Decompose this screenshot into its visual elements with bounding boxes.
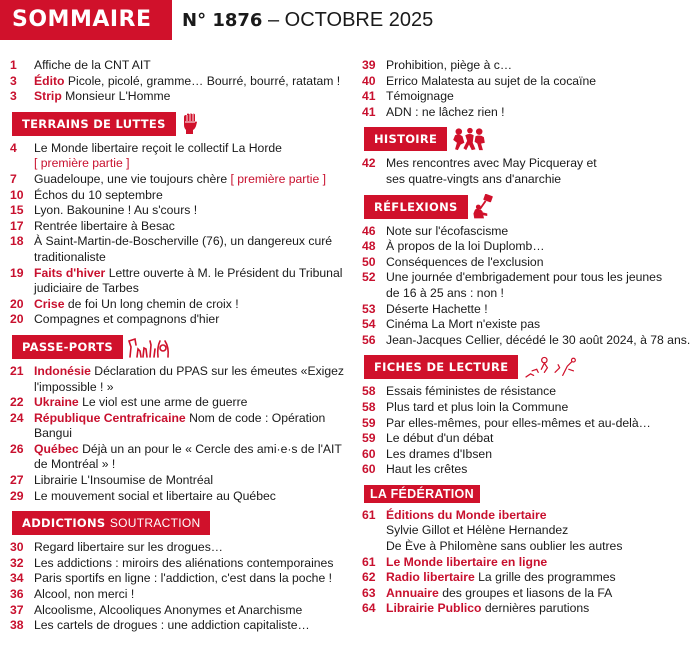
entry-kicker: République Centrafricaine: [34, 410, 186, 425]
toc-entry[interactable]: [10, 188, 355, 204]
toc-entry[interactable]: [10, 395, 355, 411]
toc-entry[interactable]: [362, 400, 696, 416]
page-number: 26: [10, 441, 24, 456]
section-title: ADDICTIONS: [22, 516, 106, 531]
entry-kicker: Annuaire: [386, 585, 439, 600]
toc-entry[interactable]: [10, 489, 355, 505]
page-number: 19: [10, 265, 24, 280]
entry-title: Par elles-mêmes, pour elles-mêmes et au-delà…: [386, 415, 651, 430]
issue-number: N° 1876: [182, 10, 263, 31]
page-number: 7: [10, 171, 17, 186]
entry-kicker: Éditions du Monde ibertaire: [386, 507, 547, 522]
entry-title: des groupes et liasons de la FA: [442, 585, 613, 600]
page-number: 40: [362, 73, 376, 88]
toc-entry[interactable]: [362, 447, 696, 463]
section-title: LA FÉDÉRATION: [370, 486, 474, 501]
entry-title: Note sur l'écofascisme: [386, 223, 509, 238]
page-title: SOMMAIRE: [0, 0, 172, 40]
entry-title: Plus tard et plus loin la Commune: [386, 399, 569, 414]
left-column: [10, 58, 355, 634]
entry-title: Les cartels de drogues : une addiction capitaliste…: [34, 618, 310, 633]
entry-title: Monsieur L'Homme: [65, 89, 171, 104]
toc-entry[interactable]: [362, 58, 696, 74]
page-number: 63: [362, 585, 376, 600]
page-number: 58: [362, 399, 376, 414]
entry-title: Cinéma La Mort n'existe pas: [386, 317, 541, 332]
toc-entry[interactable]: [362, 224, 696, 240]
entry-kicker: Québec: [34, 441, 79, 456]
page-number: 59: [362, 415, 376, 430]
toc-entry[interactable]: [10, 540, 355, 556]
page-number: 27: [10, 473, 24, 488]
toc-entry[interactable]: [362, 570, 696, 586]
entry-title: Alcoolisme, Alcooliques Anonymes et Anarchisme: [34, 602, 303, 617]
toc-entry[interactable]: [362, 431, 696, 447]
toc-entry[interactable]: [10, 74, 355, 90]
section-title: RÉFLEXIONS: [374, 199, 458, 214]
toc-entry[interactable]: [10, 219, 355, 235]
section-header-fiches: [364, 355, 518, 379]
issue-date: – OCTOBRE 2025: [268, 9, 434, 31]
section-header-addictions: [12, 511, 210, 535]
entry-title: Déserte Hachette !: [386, 301, 488, 316]
page-number: 56: [362, 332, 376, 347]
section-subtitle: SOUTRACTION: [109, 516, 201, 531]
page-number: 4: [10, 140, 17, 155]
entry-author: Sylvie Gillot et Hélène Hernandez: [386, 523, 569, 538]
entry-title: Les addictions : miroirs des aliénations contemporaines: [34, 555, 334, 570]
entry-kicker: Librairie Publico: [386, 601, 482, 616]
page-number: 46: [362, 223, 376, 238]
section-header-terrains: [12, 112, 176, 136]
page-number: 10: [10, 187, 24, 202]
page-number: 59: [362, 431, 376, 446]
entry-kicker: Strip: [34, 89, 62, 104]
page-number: 38: [10, 618, 24, 633]
toc-entry[interactable]: [10, 587, 355, 603]
entry-kicker: Faits d'hiver: [34, 265, 106, 280]
toc-entry[interactable]: [362, 105, 696, 121]
toc-entry[interactable]: [362, 333, 696, 349]
entry-title: La grille des programmes: [478, 570, 616, 585]
entry-title: Le Monde libertaire reçoit le collectif La Horde: [34, 140, 282, 155]
toc-entry[interactable]: [362, 586, 696, 602]
page-number: 53: [362, 301, 376, 316]
page-number: 61: [362, 507, 376, 522]
entry-title: Picole, picolé, gramme… Bourré, bourré, ratatam !: [67, 73, 341, 88]
page-number: 58: [362, 384, 376, 399]
toc-entry[interactable]: [362, 384, 696, 400]
entry-title: Le début d'un débat: [386, 431, 494, 446]
entry-title: Les drames d'Ibsen: [386, 446, 492, 461]
toc-entry[interactable]: [10, 618, 355, 634]
toc-entry[interactable]: [10, 312, 355, 328]
toc-entry[interactable]: [362, 601, 696, 617]
revolutionaries-icon: [451, 126, 487, 152]
section-title: PASSE-PORTS: [22, 339, 113, 354]
entry-title: Alcool, non merci !: [34, 587, 135, 602]
section-header-reflexions: [364, 195, 468, 219]
toc-entry[interactable]: [10, 141, 355, 172]
entry-title: Une journée d'embrigadement pour tous les jeunes de 16 à 25 ans : non !: [386, 270, 663, 300]
section-row-passeports: [12, 334, 355, 360]
entry-title: de foi Un long chemin de croix !: [67, 296, 239, 311]
toc-entry[interactable]: [10, 58, 355, 74]
entry-title: Conséquences de l'exclusion: [386, 254, 544, 269]
entry-kicker: Ukraine: [34, 395, 79, 410]
section-row-fiches: [364, 354, 696, 380]
page-number: 50: [362, 254, 376, 269]
page-number: 60: [362, 446, 376, 461]
page-number: 20: [10, 312, 24, 327]
toc-entry[interactable]: [362, 302, 696, 318]
header: [0, 0, 700, 40]
entry-tag: [ première partie ]: [230, 171, 327, 186]
toc-entry[interactable]: [362, 270, 696, 301]
page-number: 18: [10, 234, 24, 249]
dancing-figures-icon: [522, 354, 582, 380]
page-number: 17: [10, 218, 24, 233]
page-number: 20: [10, 296, 24, 311]
raised-fist-icon: [180, 113, 200, 135]
issue-line: [182, 8, 433, 33]
toc-entry[interactable]: [362, 89, 696, 105]
section-title: FICHES DE LECTURE: [374, 360, 509, 375]
page-number: 36: [10, 587, 24, 602]
toc-entry[interactable]: [10, 473, 355, 489]
section-title: TERRAINS DE LUTTES: [22, 116, 166, 131]
entry-title: Lyon. Bakounine ! Au s'cours !: [34, 203, 198, 218]
toc-entry[interactable]: [362, 555, 696, 571]
page-number: 39: [362, 58, 376, 72]
entry-title: Jean-Jacques Cellier, décédé le 30 août 2024, à 78 ans.: [386, 332, 691, 347]
toc-entry[interactable]: [362, 462, 696, 478]
page-number: 54: [362, 317, 376, 332]
entry-title: Guadeloupe, une vie toujours chère: [34, 171, 228, 186]
toc-entry[interactable]: [362, 416, 696, 432]
entry-title: Compagnes et compagnons d'hier: [34, 312, 220, 327]
section-row-terrains: [12, 111, 355, 137]
page-number: 60: [362, 462, 376, 477]
page-number: 24: [10, 410, 24, 425]
page-number: 21: [10, 363, 24, 378]
entry-kicker: Radio libertaire: [386, 570, 475, 585]
toc-entry[interactable]: [10, 203, 355, 219]
toc-entry[interactable]: [10, 442, 355, 473]
entry-title: Déjà un an pour le « Cercle des ami·e·s de l'AIT de Montréal » !: [34, 441, 342, 472]
section-title: HISTOIRE: [374, 132, 438, 147]
entry-title: Regard libertaire sur les drogues…: [34, 540, 223, 555]
toc-entry[interactable]: [362, 74, 696, 90]
entry-title: Nom de code : Opération Bangui: [34, 410, 326, 441]
entry-title: Mes rencontres avec May Picqueray et ses quatre-vingts ans d'anarchie: [386, 156, 597, 186]
entry-kicker: Édito: [34, 73, 65, 88]
entry-title: Le viol est une arme de guerre: [82, 395, 248, 410]
entry-title: Échos du 10 septembre: [34, 187, 163, 202]
toc-entry[interactable]: [362, 508, 696, 555]
toc-entry[interactable]: [10, 89, 355, 105]
entry-title: Déclaration du PPAS sur les émeutes «Exigez l'impossible ! »: [34, 363, 345, 394]
toc-entry[interactable]: [362, 156, 696, 187]
page-number: 62: [362, 570, 376, 585]
entry-title: Rentrée libertaire à Besac: [34, 218, 175, 233]
page-number: 42: [362, 156, 376, 171]
entry-title: À propos de la loi Duplomb…: [386, 239, 545, 254]
page-number: 37: [10, 602, 24, 617]
entry-title: À Saint-Martin-de-Boscherville (76), un dangereux curé traditionaliste: [34, 234, 333, 264]
section-row-histoire: [364, 126, 696, 152]
entry-title: Affiche de la CNT AIT: [34, 58, 151, 72]
page-number: 3: [10, 89, 17, 104]
page-number: 41: [362, 89, 376, 104]
section-row-reflexions: [364, 194, 696, 220]
page-number: 34: [10, 571, 24, 586]
entry-title: Errico Malatesta au sujet de la cocaïne: [386, 73, 597, 88]
page-number: 64: [362, 601, 376, 616]
entry-title: Essais féministes de résistance: [386, 384, 557, 399]
entry-title: Lettre ouverte à M. le Président du Tribunal judiciaire de Tarbes: [34, 265, 343, 296]
toc-entry[interactable]: [10, 234, 355, 265]
page-number: 41: [362, 104, 376, 119]
page-number: 15: [10, 203, 24, 218]
protest-crowd-icon: [127, 335, 171, 359]
page-number: 1: [10, 58, 17, 72]
section-row-addictions: [12, 510, 355, 536]
toc-entry[interactable]: [10, 297, 355, 313]
entry-title: De Ève à Philomène sans oublier les autres: [386, 539, 623, 554]
toc-entry[interactable]: [362, 317, 696, 333]
page-number: 22: [10, 395, 24, 410]
entry-title: ADN : ne lâchez rien !: [386, 104, 505, 119]
page-number: 32: [10, 555, 24, 570]
toc-entry[interactable]: [10, 364, 355, 395]
entry-kicker: Le Monde libertaire en ligne: [386, 554, 548, 569]
toc-entry[interactable]: [10, 571, 355, 587]
section-header-histoire: [364, 127, 447, 151]
toc-entry[interactable]: [10, 266, 355, 297]
entry-title: Prohibition, piège à c…: [386, 58, 513, 72]
page-number: 30: [10, 540, 24, 555]
page-number: 52: [362, 270, 376, 285]
toc-entry[interactable]: [362, 255, 696, 271]
section-row-federation: [364, 484, 696, 504]
page-number: 61: [362, 554, 376, 569]
page-number: 3: [10, 73, 17, 88]
entry-kicker: Crise: [34, 296, 65, 311]
entry-title: Paris sportifs en ligne : l'addiction, c'est dans la poche !: [34, 571, 332, 586]
entry-kicker: Indonésie: [34, 363, 91, 378]
section-header-federation: [364, 485, 480, 503]
toc-entry[interactable]: [10, 172, 355, 188]
toc-entry[interactable]: [10, 556, 355, 572]
toc-entry[interactable]: [10, 411, 355, 442]
section-header-passeports: [12, 335, 123, 359]
page-number: 48: [362, 239, 376, 254]
entry-title: Le mouvement social et libertaire au Québec: [34, 488, 276, 503]
toc-entry[interactable]: [362, 239, 696, 255]
entry-title: Haut les crêtes: [386, 462, 468, 477]
thinker-with-hammer-icon: [472, 194, 496, 220]
right-column: [362, 58, 696, 617]
entry-title: dernières parutions: [484, 601, 590, 616]
page-number: 29: [10, 488, 24, 503]
entry-title: Librairie L'Insoumise de Montréal: [34, 473, 214, 488]
entry-tag: [ première partie ]: [34, 156, 130, 171]
entry-title: Témoignage: [386, 89, 454, 104]
toc-entry[interactable]: [10, 603, 355, 619]
